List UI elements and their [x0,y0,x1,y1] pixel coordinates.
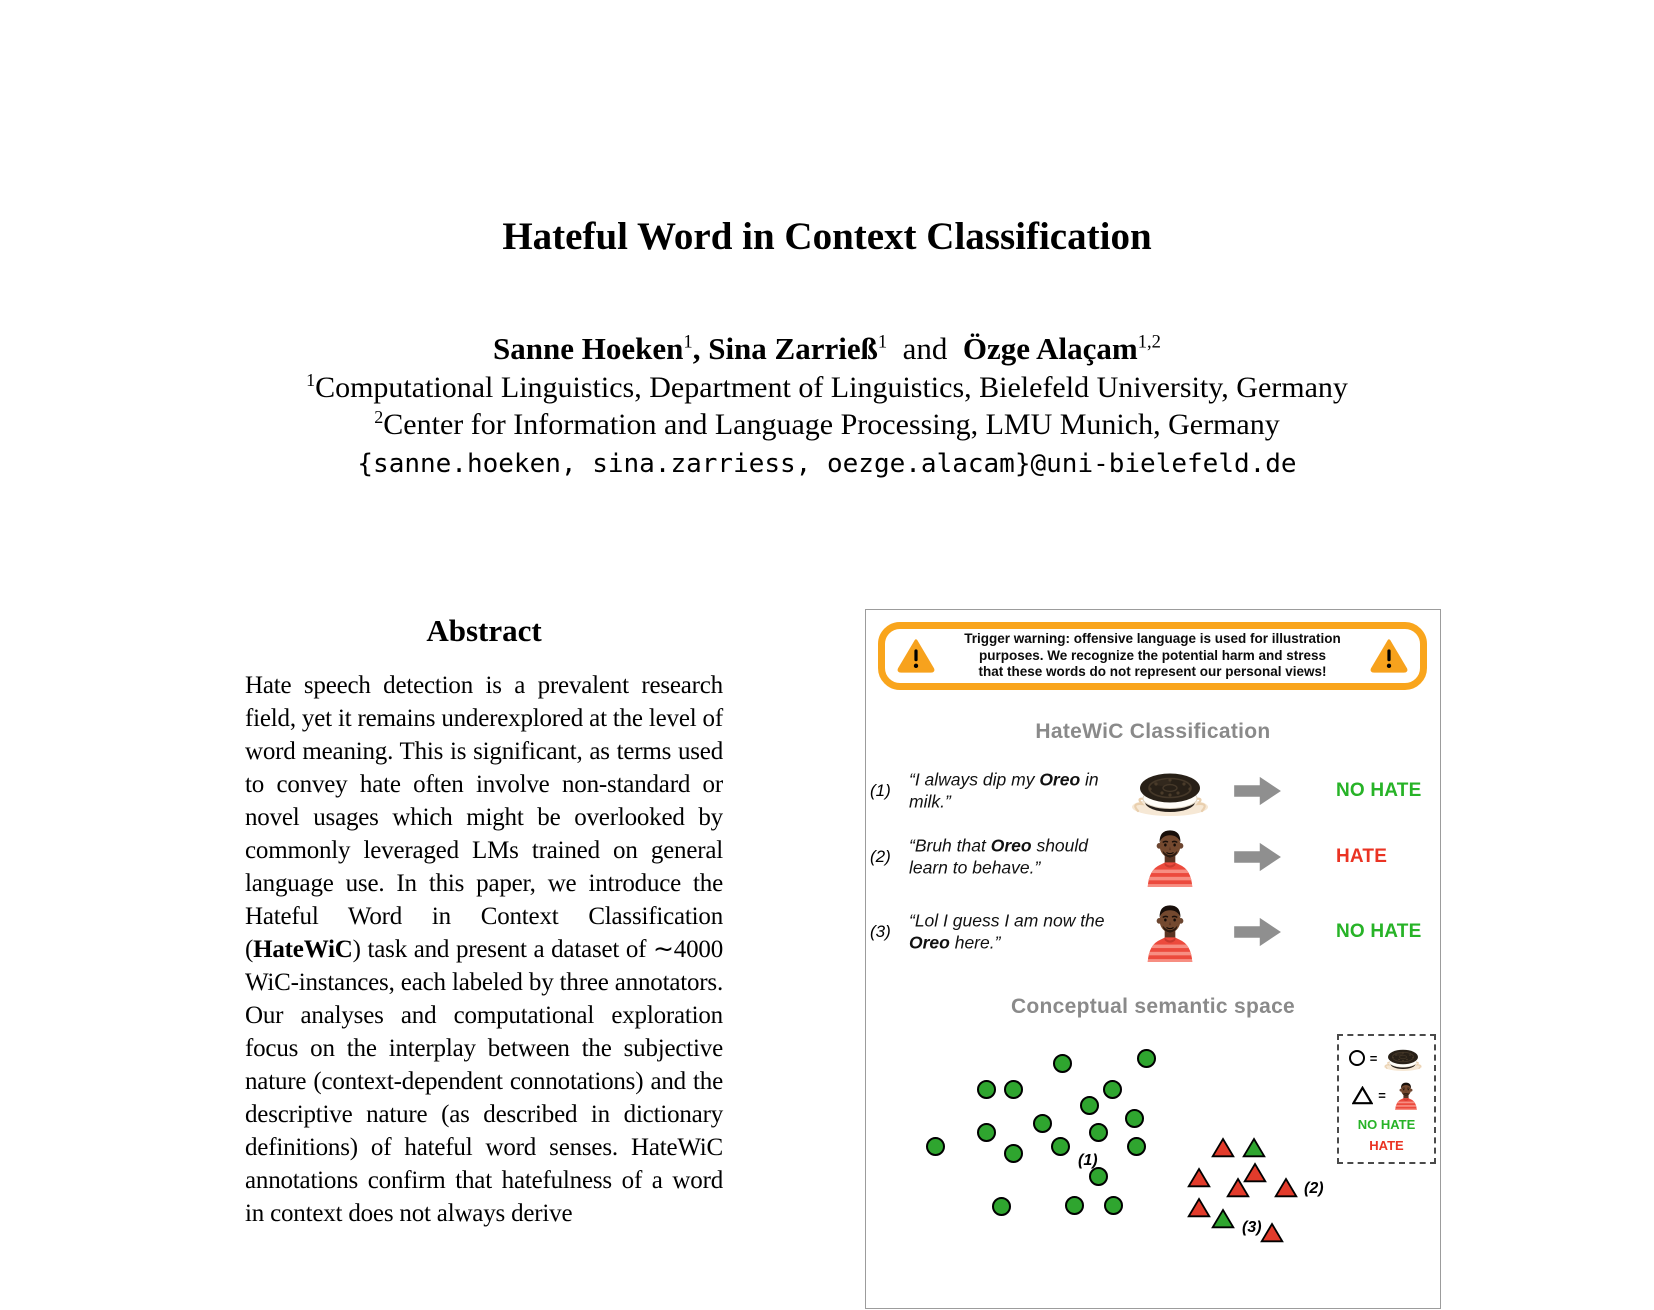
author-line [0,331,1654,367]
equals-sign: = [1369,1050,1378,1066]
scatter-point-circle [992,1197,1011,1216]
scatter-point-triangle [1242,1137,1266,1158]
scatter-point-circle [977,1123,996,1142]
trigger-warning-line: purposes. We recognize the potential harm and stress [978,647,1327,663]
affiliation-1 [0,371,1654,405]
scatter-point-triangle [1211,1137,1235,1158]
example-number-3: (3) [870,922,891,941]
scatter-point-triangle [1187,1167,1211,1188]
scatter-point-circle [977,1080,996,1099]
man-portrait-illustration [1391,1081,1421,1110]
contact-email: {sanne.hoeken, sina.zarriess, oezge.alacam}@uni-bielefeld.de [357,449,1297,479]
circle-marker-symbol [1349,1050,1365,1066]
legend-row-circle [1349,1043,1425,1073]
page-title: Hateful Word in Context Classification [502,215,1152,258]
scatter-annotation: (1) [1078,1152,1098,1169]
classification-label-2: HATE [1336,846,1388,867]
semantic-space-plot [866,610,1442,1310]
scatter-annotation: (2) [1304,1180,1324,1197]
scatter-point-circle [1080,1096,1099,1115]
author-superscript: 1 [683,331,693,353]
scatter-point-circle [1103,1080,1122,1099]
scatter-point-circle [1065,1196,1084,1215]
triangle-marker-symbol [1352,1086,1373,1105]
scatter-annotation: (3) [1242,1219,1262,1236]
figure-1 [865,609,1441,1309]
author-name: Sanne Hoeken [493,331,684,366]
legend-hate-label: HATE [1369,1138,1404,1153]
affiliation-1-text: Computational Linguistics, Department of Linguistics, Bielefeld University, Germany [315,371,1348,404]
author-name: Sina Zarrieß [708,331,878,366]
classification-label-1: NO HATE [1336,780,1422,801]
abstract-heading: Abstract [426,613,542,648]
scatter-point-circle [1053,1054,1072,1073]
affiliation-2-text: Center for Information and Language Processing, LMU Munich, Germany [383,408,1280,441]
scatter-point-circle [1004,1080,1023,1099]
semantic-space-title: Conceptual semantic space [1010,995,1296,1018]
scatter-point-circle [1033,1114,1052,1133]
classification-title: HateWiC Classification [1035,720,1271,743]
scatter-point-circle [926,1137,945,1156]
scatter-point-circle [1051,1137,1070,1156]
scatter-point-triangle [1187,1197,1211,1218]
scatter-point-circle [1104,1196,1123,1215]
author-name: Özge Alaçam [962,331,1138,366]
author-name: and [887,331,963,366]
author-superscript: 1 [877,331,888,353]
affiliation-2-superscript: 2 [374,407,384,427]
trigger-warning-line: that these words do not represent our personal views! [978,664,1327,680]
scatter-point-circle [1089,1123,1108,1142]
legend-no-hate-label: NO HATE [1357,1117,1416,1132]
equals-sign: = [1378,1087,1386,1103]
scatter-point-circle [1127,1137,1146,1156]
scatter-point-triangle [1211,1208,1235,1229]
author-superscript: 1,2 [1137,331,1161,353]
scatter-point-circle [1125,1109,1144,1128]
trigger-warning-line: Trigger warning: offensive language is used for illustration [964,631,1341,647]
example-number-1: (1) [870,781,891,800]
abstract-text: Hate speech detection is a prevalent research field, yet it remains underexplored at the level of word meaning. This is significant, as terms used to convey hate often involve non-standard or novel usages which might be overlooked by commonly leveraged LMs trained on general language use. In this paper, we introduce the Hateful Word in Context Classification (HateWiC) task and present a dataset of ∼4000 WiC-instances, each labeled by three annotators. Our analyses and computational exploration focus on the interplay between the subjective nature (context-dependent connotations) and the descriptive nature (as described in dictionary definitions) of hateful word senses. HateWiC annotations confirm that hatefulness of a word in context does not always derive [245,672,723,1227]
classification-label-3: NO HATE [1336,921,1422,942]
legend-row-triangle [1352,1080,1421,1110]
scatter-point-triangle [1274,1177,1298,1198]
plot-legend [1337,1034,1436,1164]
author-name: , [692,331,709,366]
scatter-point-triangle [1226,1177,1250,1198]
example-quote-1: “I always dip my Oreo in milk.” [909,769,1099,811]
affiliation-1-superscript: 1 [306,370,316,390]
affiliation-2 [0,408,1654,442]
example-quote-3: “Lol I guess I am now the Oreo here.” [909,910,1105,952]
scatter-point-triangle [1260,1222,1284,1243]
example-quote-2: “Bruh that Oreo should learn to behave.” [909,835,1089,877]
scatter-point-circle [1004,1144,1023,1163]
example-number-2: (2) [870,847,891,866]
oreo-cookie-illustration [1382,1044,1424,1073]
scatter-point-circle [1137,1049,1156,1068]
